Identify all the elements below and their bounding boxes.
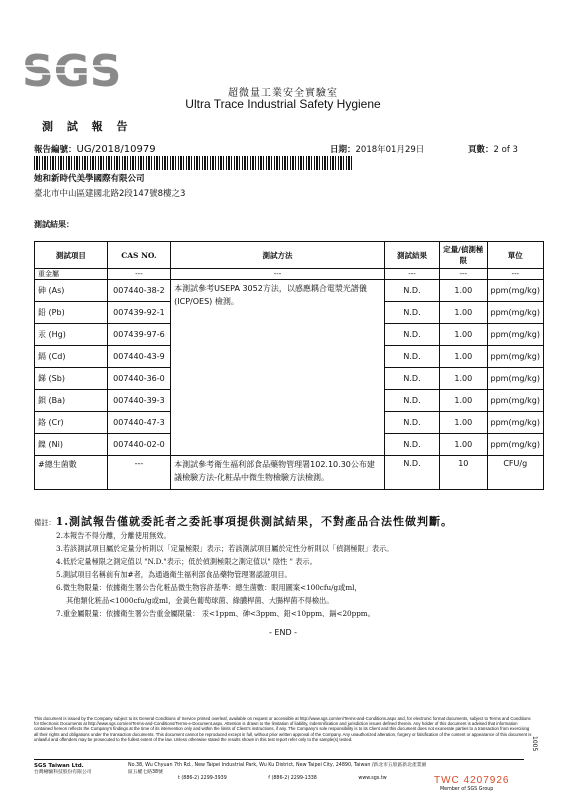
cell-unit: CFU/g	[487, 456, 544, 490]
cell-unit: ppm(mg/kg)	[487, 324, 544, 346]
cell-unit: ppm(mg/kg)	[487, 434, 544, 456]
logo-text: SGS	[22, 46, 122, 97]
end-marker: - END -	[268, 628, 298, 637]
table-row	[35, 280, 544, 302]
date-label: 日期：	[330, 145, 356, 155]
note-7: 7.重金屬限量：依據衛生署公告重金屬限量： 汞<1ppm、砷<3ppm、鉛<10ppm、鎘<20ppm。	[56, 609, 375, 618]
legal-disclaimer: This document is issued by the Company subject to its General Conditions of Service printed overleaf, available on request or accessible at http://www.sgs.com/en/Terms-and-Conditions.aspx and, for electronic format documents, subject to Terms and Conditions for Electronic Documents at http://www.sgs.com/en/Terms-and-Conditions/Terms-e-Document.aspx. Attention is drawn to the limitation of liability, indemnification and jurisdiction issues defined therein. Any holder of this document is advised that information contained hereon reflects the Company's findings at the time of its intervention only and within the limits of Client's instructions, if any. The Company's sole responsibility is to its Client and this document does not exonerate parties to a transaction from exercising all their rights and obligations under the transaction documents. This document cannot be reproduced except in full, without prior written approval of the Company. Any unauthorized alteration, forgery or falsification of the content or appearance of this document is unlawful and offenders may be prosecuted to the fullest extent of the law. Unless otherwise stated the results shown in this test report refer only to the sample(s) tested.	[34, 716, 532, 742]
notes-label: 備註：	[34, 518, 56, 527]
cell-unit: ppm(mg/kg)	[487, 346, 544, 368]
cell-limit: 1.00	[440, 346, 487, 368]
side-code: 1005	[531, 736, 538, 752]
cell-cas: 007440-38-2	[107, 280, 170, 302]
footer-address: No.38, Wu Chyuan 7th Rd., New Taipei Industrial Park, Wu Ku District, New Taipei City, 24890, Taiwan /新北市五股區新北產業園區五權七路38號	[128, 763, 427, 775]
note-2: 2.本報告不得分離，分離使用無效。	[56, 531, 171, 540]
table-row	[35, 456, 544, 490]
cell-item: 鉛 (Pb)	[35, 302, 108, 324]
table-header-row	[35, 242, 544, 269]
cell-unit: ---	[487, 269, 544, 280]
note-1: 備註：1.測試報告僅就委託者之委託事項提供測試結果，不對產品合法性做判斷。	[34, 515, 454, 528]
date-value: 2018年01月29日	[355, 145, 425, 155]
cell-item: 重金屬	[35, 269, 108, 280]
col-header: CAS NO.	[107, 242, 170, 269]
col-header: 定量/偵測極限	[440, 242, 487, 269]
company-address: 臺北市中山區建國北路2段147號8樓之3	[34, 189, 186, 199]
member-of-sgs: Member of SGS Group	[440, 787, 494, 792]
cell-limit: 1.00	[440, 302, 487, 324]
footer-tel: t (886-2) 2299-3939	[178, 776, 227, 781]
cell-cas: 007440-39-3	[107, 390, 170, 412]
note-5: 5.測試項目名稱前有加#者，為通過衛生福利部食品藥物管理署認證項目。	[56, 570, 292, 579]
cell-cas: 007440-36-0	[107, 368, 170, 390]
note-6a: 6.微生物限量：依據衛生署公告化粧品微生物容許基準：總生菌數：眼用圖案<100cfu/g或ml，	[56, 583, 362, 592]
footer-company-en: SGS Taiwan Ltd.	[34, 763, 84, 769]
report-title: 測 試 報 告	[42, 120, 133, 133]
footer-company-zh: 台灣檢驗科技股份有限公司	[34, 769, 92, 775]
cell-method-metals: 本測試參考USEPA 3052方法，以感應耦合電漿光譜儀(ICP/OES) 檢測。	[171, 280, 385, 456]
report-date	[330, 143, 424, 155]
cell-result: N.D.	[384, 280, 439, 302]
cell-cas: ---	[107, 456, 170, 490]
cell-unit: ppm(mg/kg)	[487, 280, 544, 302]
report-page	[468, 143, 518, 155]
cell-result: ---	[384, 269, 439, 280]
report-no-value: UG/2018/10979	[76, 144, 156, 155]
note-4: 4.低於定量極限之測定值以 "N.D."表示；低於偵測極限之測定值以" 陰性 " 表示。	[56, 557, 317, 566]
company-name: 她和新時代美學國際有限公司	[34, 174, 145, 184]
note-3: 3.若該測試項目屬於定量分析則以「定量極限」表示；若該測試項目屬於定性分析則以「偵測極限」表示。	[56, 544, 394, 553]
cell-result: N.D.	[384, 324, 439, 346]
twc-serial: TWC 4207926	[434, 775, 510, 786]
cell-cas: 007440-47-3	[107, 412, 170, 434]
col-header: 測試項目	[35, 242, 108, 269]
cell-cas: 007440-02-0	[107, 434, 170, 456]
footer-company	[34, 763, 92, 776]
col-header: 測試結果	[384, 242, 439, 269]
cell-limit: ---	[440, 269, 487, 280]
results-label: 測試結果：	[34, 219, 74, 229]
cell-limit: 1.00	[440, 368, 487, 390]
cell-result: N.D.	[384, 368, 439, 390]
cell-unit: ppm(mg/kg)	[487, 368, 544, 390]
cell-result: N.D.	[384, 302, 439, 324]
footer-divider	[34, 759, 524, 760]
cell-limit: 10	[440, 456, 487, 490]
footer-contact	[128, 763, 428, 783]
cell-cas: 007439-97-6	[107, 324, 170, 346]
col-header: 單位	[487, 242, 544, 269]
cell-limit: 1.00	[440, 280, 487, 302]
cell-item: 鉻 (Cr)	[35, 412, 108, 434]
cell-cas: 007440-43-9	[107, 346, 170, 368]
cell-cas: ---	[107, 269, 170, 280]
cell-item: #總生菌數	[35, 456, 108, 490]
cell-limit: 1.00	[440, 434, 487, 456]
footer-fax: f (886-2) 2299-1338	[268, 776, 317, 781]
cell-limit: 1.00	[440, 390, 487, 412]
cell-limit: 1.00	[440, 412, 487, 434]
cell-item: 鋇 (Ba)	[35, 390, 108, 412]
cell-result: N.D.	[384, 346, 439, 368]
barcode	[34, 156, 354, 170]
cell-limit: 1.00	[440, 324, 487, 346]
table-group-row	[35, 269, 544, 280]
cell-item: 鎘 (Cd)	[35, 346, 108, 368]
page-value: 2 of 3	[493, 145, 518, 155]
cell-item: 汞 (Hg)	[35, 324, 108, 346]
cell-item: 鎳 (Ni)	[35, 434, 108, 456]
cell-result: N.D.	[384, 434, 439, 456]
cell-method: ---	[171, 269, 385, 280]
cell-cas: 007439-92-1	[107, 302, 170, 324]
cell-unit: ppm(mg/kg)	[487, 390, 544, 412]
cell-unit: ppm(mg/kg)	[487, 412, 544, 434]
report-number	[34, 143, 156, 155]
note-6b: 其他類化粧品<1000cfu/g或ml，金黃色葡萄球菌、綠膿桿菌、大腸桿菌不得檢出。	[66, 596, 334, 605]
cell-unit: ppm(mg/kg)	[487, 302, 544, 324]
page-label: 頁數：	[468, 145, 494, 155]
notes	[34, 515, 554, 620]
col-header: 測試方法	[171, 242, 385, 269]
cell-result: N.D.	[384, 412, 439, 434]
cell-method-bact: 本測試參考衛生福利部食品藥物管理署102.10.30公布建議檢驗方法-化粧品中微生物檢驗方法檢測。	[171, 456, 385, 490]
cell-item: 砷 (As)	[35, 280, 108, 302]
cell-item: 銻 (Sb)	[35, 368, 108, 390]
cell-result: N.D.	[384, 456, 439, 490]
lab-name-zh: 超微量工業安全實驗室	[228, 88, 338, 99]
footer-web[interactable]: www.sgs.tw	[358, 776, 387, 781]
results-table	[34, 241, 544, 490]
lab-name-en: Ultra Trace Industrial Safety Hygiene	[185, 97, 381, 111]
cell-result: N.D.	[384, 390, 439, 412]
report-no-label: 報告編號：	[34, 145, 77, 155]
